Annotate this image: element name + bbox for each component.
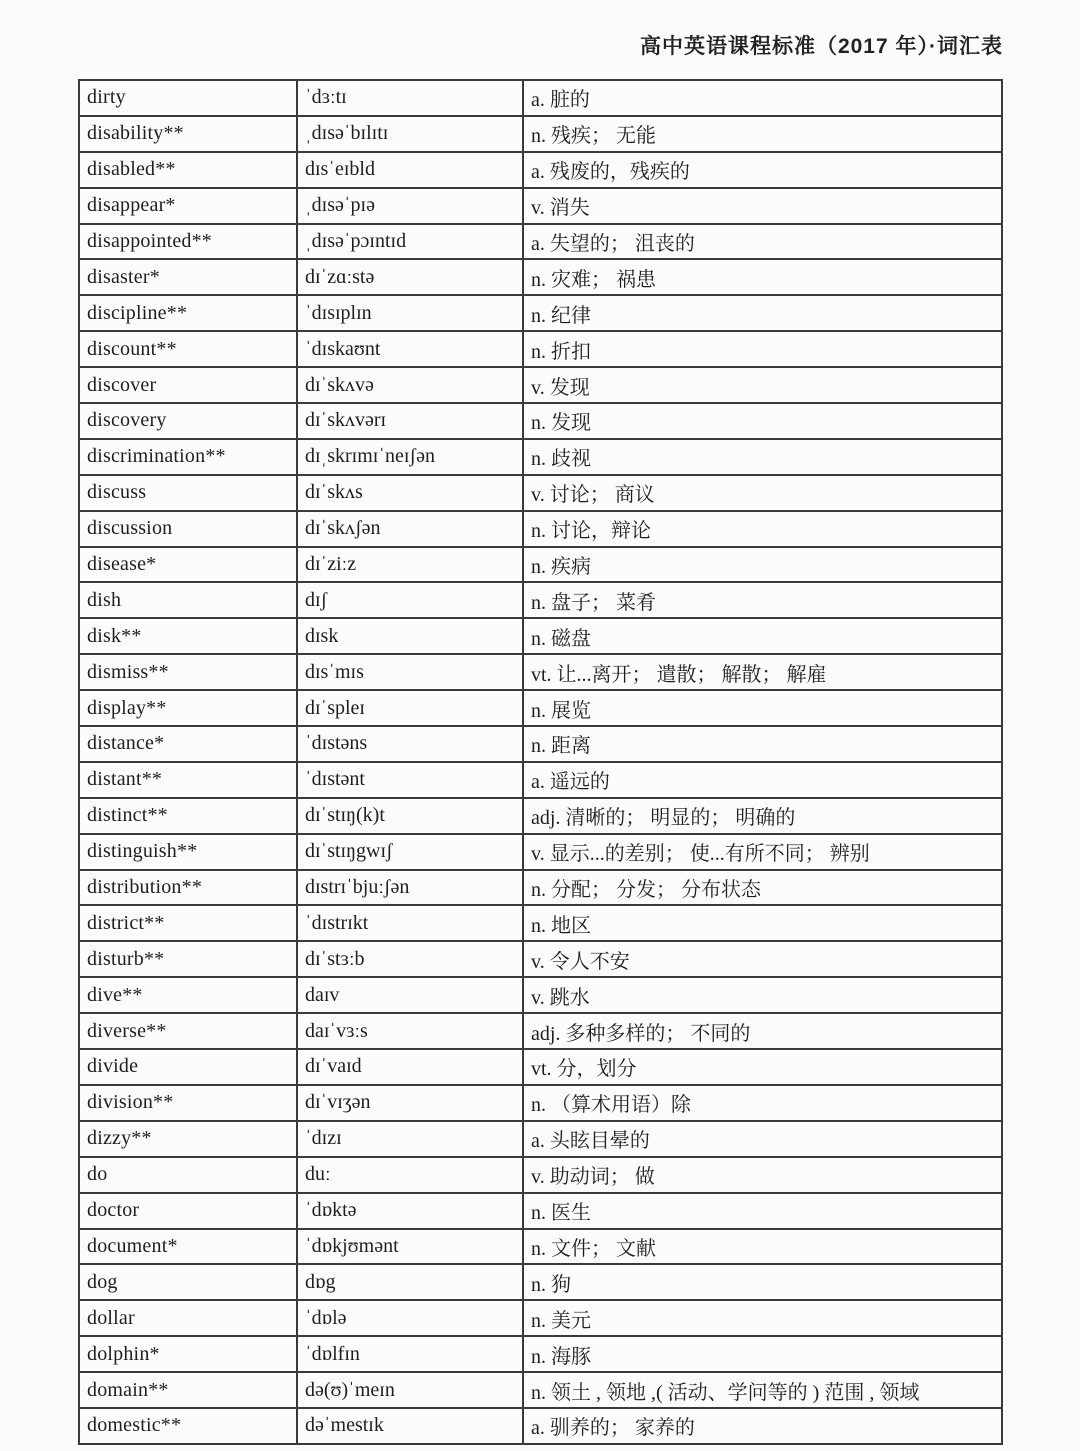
meaning-cell: v. 助动词； 做 — [523, 1157, 1002, 1193]
word-cell: discovery — [79, 403, 297, 439]
table-row — [79, 511, 1002, 547]
table-row — [79, 1049, 1002, 1085]
table-row — [79, 439, 1002, 475]
word-cell: diverse** — [79, 1013, 297, 1049]
word-cell: disk** — [79, 618, 297, 654]
table-row — [79, 618, 1002, 654]
word-cell: discussion — [79, 511, 297, 547]
table-row — [79, 1193, 1002, 1229]
word-cell: district** — [79, 905, 297, 941]
ipa-cell: dɪˌskrɪmɪˈneɪʃən — [297, 439, 523, 475]
word-cell: domestic** — [79, 1408, 297, 1444]
ipa-cell: dɪˈskʌvə — [297, 367, 523, 403]
meaning-cell: vt. 分，划分 — [523, 1049, 1002, 1085]
ipa-cell: daɪˈvɜːs — [297, 1013, 523, 1049]
word-cell: distinct** — [79, 798, 297, 834]
table-row — [79, 116, 1002, 152]
table-row — [79, 1264, 1002, 1300]
ipa-cell: dɪˈziːz — [297, 547, 523, 583]
word-cell: dirty — [79, 80, 297, 116]
meaning-cell: n. 盘子； 菜肴 — [523, 582, 1002, 618]
word-cell: disappointed** — [79, 224, 297, 260]
word-cell: disease* — [79, 547, 297, 583]
table-row — [79, 762, 1002, 798]
ipa-cell: dɪˈstɪŋgwɪʃ — [297, 834, 523, 870]
table-row — [79, 224, 1002, 260]
ipa-cell: ˈdɒlə — [297, 1300, 523, 1336]
ipa-cell: ˈdɒlfɪn — [297, 1336, 523, 1372]
ipa-cell: ˌdɪsəˈpɔɪntɪd — [297, 224, 523, 260]
vocab-table-body — [79, 80, 1002, 1444]
table-row — [79, 547, 1002, 583]
word-cell: dismiss** — [79, 654, 297, 690]
table-row — [79, 834, 1002, 870]
meaning-cell: n. 分配； 分发； 分布状态 — [523, 870, 1002, 906]
word-cell: disabled** — [79, 152, 297, 188]
table-row — [79, 1085, 1002, 1121]
ipa-cell: ˈdɪskaʊnt — [297, 331, 523, 367]
table-row — [79, 1372, 1002, 1408]
table-row — [79, 367, 1002, 403]
word-cell: display** — [79, 690, 297, 726]
meaning-cell: v. 发现 — [523, 367, 1002, 403]
word-cell: distant** — [79, 762, 297, 798]
ipa-cell: ˈdɒkjʊmənt — [297, 1229, 523, 1265]
word-cell: dive** — [79, 977, 297, 1013]
page-title: 高中英语课程标准（2017 年）·词汇表 — [639, 35, 1003, 58]
meaning-cell: vt. 让...离开； 遣散； 解散； 解雇 — [523, 654, 1002, 690]
table-row — [79, 475, 1002, 511]
ipa-cell: dɪˈzɑːstə — [297, 259, 523, 295]
table-row — [79, 726, 1002, 762]
ipa-cell: dɪsk — [297, 618, 523, 654]
table-row — [79, 798, 1002, 834]
meaning-cell: a. 脏的 — [523, 80, 1002, 116]
ipa-cell: dɪsˈmɪs — [297, 654, 523, 690]
meaning-cell: v. 显示...的差别； 使...有所不同； 辨别 — [523, 834, 1002, 870]
word-cell: distinguish** — [79, 834, 297, 870]
table-row — [79, 1121, 1002, 1157]
word-cell: disaster* — [79, 259, 297, 295]
meaning-cell: n. 医生 — [523, 1193, 1002, 1229]
table-row — [79, 977, 1002, 1013]
table-row — [79, 403, 1002, 439]
meaning-cell: adj. 多种多样的； 不同的 — [523, 1013, 1002, 1049]
ipa-cell: ˈdɪstənt — [297, 762, 523, 798]
meaning-cell: n. 展览 — [523, 690, 1002, 726]
ipa-cell: ˈdɪstrɪkt — [297, 905, 523, 941]
table-row — [79, 1336, 1002, 1372]
meaning-cell: n. 磁盘 — [523, 618, 1002, 654]
table-row — [79, 1229, 1002, 1265]
ipa-cell: ˌdɪsəˈpɪə — [297, 188, 523, 224]
word-cell: dolphin* — [79, 1336, 297, 1372]
meaning-cell: n. 残疾； 无能 — [523, 116, 1002, 152]
ipa-cell: dɪsˈeɪbld — [297, 152, 523, 188]
ipa-cell: ˈdɒktə — [297, 1193, 523, 1229]
meaning-cell: n. 纪律 — [523, 295, 1002, 331]
ipa-cell: dɪˈskʌʃən — [297, 511, 523, 547]
meaning-cell: n. 狗 — [523, 1264, 1002, 1300]
word-cell: divide — [79, 1049, 297, 1085]
meaning-cell: n. 领土 , 领地 ,( 活动、学问等的 ) 范围 , 领域 — [523, 1372, 1002, 1408]
meaning-cell: a. 头眩目晕的 — [523, 1121, 1002, 1157]
table-row — [79, 331, 1002, 367]
meaning-cell: n. （算术用语）除 — [523, 1085, 1002, 1121]
word-cell: disturb** — [79, 941, 297, 977]
word-cell: dizzy** — [79, 1121, 297, 1157]
table-row — [79, 905, 1002, 941]
meaning-cell: a. 残废的，残疾的 — [523, 152, 1002, 188]
vocab-table — [78, 79, 1003, 1445]
meaning-cell: v. 跳水 — [523, 977, 1002, 1013]
meaning-cell: n. 灾难； 祸患 — [523, 259, 1002, 295]
table-row — [79, 582, 1002, 618]
word-cell: division** — [79, 1085, 297, 1121]
ipa-cell: dɪˈstɪŋ(k)t — [297, 798, 523, 834]
meaning-cell: a. 遥远的 — [523, 762, 1002, 798]
word-cell: discover — [79, 367, 297, 403]
word-cell: discount** — [79, 331, 297, 367]
table-row — [79, 1013, 1002, 1049]
table-row — [79, 690, 1002, 726]
meaning-cell: a. 驯养的； 家养的 — [523, 1408, 1002, 1444]
ipa-cell: də(ʊ)ˈmeɪn — [297, 1372, 523, 1408]
table-row — [79, 295, 1002, 331]
ipa-cell: dəˈmestɪk — [297, 1408, 523, 1444]
ipa-cell: ˈdɪzɪ — [297, 1121, 523, 1157]
meaning-cell: a. 失望的； 沮丧的 — [523, 224, 1002, 260]
ipa-cell: ˈdɪsɪplɪn — [297, 295, 523, 331]
word-cell: discuss — [79, 475, 297, 511]
word-cell: dog — [79, 1264, 297, 1300]
ipa-cell: duː — [297, 1157, 523, 1193]
table-row — [79, 1157, 1002, 1193]
meaning-cell: n. 疾病 — [523, 547, 1002, 583]
table-row — [79, 1300, 1002, 1336]
meaning-cell: v. 令人不安 — [523, 941, 1002, 977]
word-cell: disappear* — [79, 188, 297, 224]
meaning-cell: n. 距离 — [523, 726, 1002, 762]
meaning-cell: n. 发现 — [523, 403, 1002, 439]
ipa-cell: ˈdɜːtɪ — [297, 80, 523, 116]
meaning-cell: adj. 清晰的； 明显的； 明确的 — [523, 798, 1002, 834]
word-cell: disability** — [79, 116, 297, 152]
word-cell: do — [79, 1157, 297, 1193]
meaning-cell: n. 歧视 — [523, 439, 1002, 475]
ipa-cell: dɪˈspleɪ — [297, 690, 523, 726]
meaning-cell: n. 美元 — [523, 1300, 1002, 1336]
table-row — [79, 80, 1002, 116]
meaning-cell: v. 讨论； 商议 — [523, 475, 1002, 511]
word-cell: doctor — [79, 1193, 297, 1229]
ipa-cell: dɪˈvɪʒən — [297, 1085, 523, 1121]
meaning-cell: n. 地区 — [523, 905, 1002, 941]
ipa-cell: dɒg — [297, 1264, 523, 1300]
table-row — [79, 259, 1002, 295]
ipa-cell: dɪˈvaɪd — [297, 1049, 523, 1085]
meaning-cell: n. 讨论，辩论 — [523, 511, 1002, 547]
ipa-cell: dɪˈstɜːb — [297, 941, 523, 977]
table-row — [79, 1408, 1002, 1444]
ipa-cell: daɪv — [297, 977, 523, 1013]
table-row — [79, 152, 1002, 188]
table-row — [79, 188, 1002, 224]
meaning-cell: n. 文件； 文献 — [523, 1229, 1002, 1265]
ipa-cell: dɪˈskʌvərɪ — [297, 403, 523, 439]
meaning-cell: v. 消失 — [523, 188, 1002, 224]
ipa-cell: dɪstrɪˈbjuːʃən — [297, 870, 523, 906]
ipa-cell: dɪʃ — [297, 582, 523, 618]
word-cell: discrimination** — [79, 439, 297, 475]
ipa-cell: dɪˈskʌs — [297, 475, 523, 511]
word-cell: distribution** — [79, 870, 297, 906]
word-cell: domain** — [79, 1372, 297, 1408]
word-cell: document* — [79, 1229, 297, 1265]
table-row — [79, 941, 1002, 977]
ipa-cell: ˌdɪsəˈbɪlɪtɪ — [297, 116, 523, 152]
table-row — [79, 870, 1002, 906]
word-cell: dollar — [79, 1300, 297, 1336]
table-row — [79, 654, 1002, 690]
word-cell: distance* — [79, 726, 297, 762]
page-header — [78, 30, 1003, 60]
word-cell: dish — [79, 582, 297, 618]
ipa-cell: ˈdɪstəns — [297, 726, 523, 762]
word-cell: discipline** — [79, 295, 297, 331]
meaning-cell: n. 折扣 — [523, 331, 1002, 367]
meaning-cell: n. 海豚 — [523, 1336, 1002, 1372]
